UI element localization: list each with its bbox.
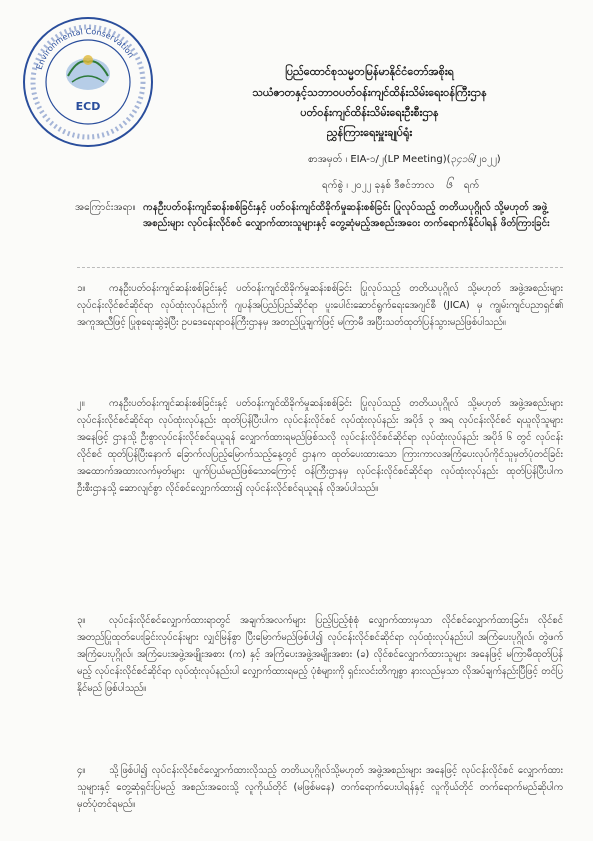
date-day: ၆	[445, 177, 453, 192]
header-department: ပတ်ဝန်းကျင်ထိန်းသိမ်းရေးဦးစီးဌာန	[300, 106, 439, 119]
subject-label: အကြောင်းအရာ။	[75, 202, 136, 213]
seal-center-text: ECD	[75, 100, 101, 113]
paragraph-4	[77, 762, 563, 832]
header-government: ပြည်ထောင်စုသမ္မတမြန်မာနိုင်ငံတော်အစိုးရ	[285, 65, 454, 78]
date-suffix: ရက်	[463, 180, 480, 191]
reference-value: ၊ EIA-၁/၂(LP Meeting)(	[345, 154, 451, 165]
paragraph-text: သို့ဖြစ်ပါ၍ လုပ်ငန်းလိုင်စင်လျှောက်ထားလိုသည့် တတိယပုဂ္ဂိုလ်သို့မဟုတ် အဖွဲ့အစည်းများ အနေဖြင့် လုပ်ငန်းလိုင်စင် လျှောက်ထားသူများနှင့် တွေ့ဆုံရှင်းပြမည့် အစည်းအဝေးသို့ လူကိုယ်တိုင် (မဖြစ်မနေ) တက်ရောက်ပေးပါရန်နှင့် လူကိုယ်တိုင် တက်ရောက်မည်ဆိုပါက မှတ်ပုံတင်ရမည်။	[77, 765, 563, 810]
ecd-seal	[20, 14, 156, 150]
paragraph-3	[77, 612, 563, 748]
reference-handwritten: ၃၄၁၆	[450, 154, 474, 165]
paragraph-text: ကနဦးပတ်ဝန်းကျင်ဆန်းစစ်ခြင်းနှင့် ပတ်ဝန်းကျင်ထိခိုက်မှုဆန်းစစ်ခြင်း ပြုလုပ်သည့် တတိယပုဂ္ဂိုလ် သို့မဟုတ် အဖွဲ့အစည်းများ လုပ်ငန်းလိုင်စင်ဆိုင်ရာ လုပ်ထုံးလုပ်နည်း ထုတ်ပြန်ပြီးပါက လုပ်ငန်းလိုင်စင် လုပ်ထုံးလုပ်နည်း အပိုဒ် ၃ အရ လုပ်ငန်းလိုင်စင် ရယူလိုသူများအနေဖြင့် ဌာနသို့ ဦးစွာလုပ်ငန်းလိုင်စင်ရယူရန် လျှောက်ထားရမည်ဖြစ်သလို လုပ်ငန်းလိုင်စင်ဆိုင်ရာ လုပ်ထုံးလုပ်နည်း အပိုဒ် ၆ တွင် လုပ်ငန်းလိုင်စင် ထုတ်ပြန်ပြီးနောက် ခြောက်လပြည့်မြောက်သည့်နေ့တွင် ဌာနက ထုတ်ပေးထားသော ကြားကာလအကြံပေးလုပ်ကိုင်သူမှတ်ပုံတင်ခြင်း အထောက်အထားလက်မှတ်များ ပျက်ပြယ်မည်ဖြစ်သောကြောင့် ဝန်ကြီးဌာနမှ လုပ်ငန်းလိုင်စင်ဆိုင်ရာ လုပ်ထုံးလုပ်နည်း ထုတ်ပြန်ပြီးပါက ဦးစီးဌာနသို့ ဆောလျင်စွာ လိုင်စင်လျှောက်ထား၍ လုပ်ငန်းလိုင်စင်ရယူရန် လိုအပ်ပါသည်။	[77, 398, 563, 494]
date-label: ရက်စွဲ	[322, 180, 344, 191]
header-ministry: သယံဇာတနှင့်သဘာဝပတ်ဝန်းကျင်ထိန်းသိမ်းရေးဝန်ကြီးဌာန	[252, 86, 487, 99]
paragraph-2	[77, 395, 563, 600]
reference-line	[308, 152, 501, 167]
paragraph-number: ၄။	[77, 765, 86, 776]
date-value: ၊ ၂၀၂၂ ခုနှစ် ဒီဇင်ဘာလ	[346, 180, 435, 191]
paragraph-text: လုပ်ငန်းလိုင်စင်လျှောက်ထားရာတွင် အချက်အလက်များ ပြည့်ပြည့်စုံစုံ လျှောက်ထားမှသာ လိုင်စင်လျှောက်ထားခြင်း၊ လိုင်စင်အတည်ပြုထုတ်ပေးခြင်းလုပ်ငန်းများ လျှင်မြန်စွာ ပြီးမြောက်မည်ဖြစ်ပါ၍ လုပ်ငန်းလိုင်စင်ဆိုင်ရာ လုပ်ထုံးလုပ်နည်းပါ အကြံပေးပုဂ္ဂိုလ်၊ တွဲဖက်အကြံပေးပုဂ္ဂိုလ်၊ အကြံပေးအဖွဲ့အဖျိုးအစား (က) နှင့် အကြံပေးအဖွဲ့အမျိုးအစား (ခ) လိုင်စင်လျှောက်ထားသူများ အနေဖြင့် မကြာမီထုတ်ပြန်မည့် လုပ်ငန်းလိုင်စင်ဆိုင်ရာ လုပ်ထုံးလုပ်နည်းပါ လျှောက်ထားရမည့် ပုံစံများကို ရှင်းလင်းတိကျစွာ နားလည်မှသာ လိုအပ်ချက်နည်းပြီဖြင့် တင်ပြနိုင်မည် ဖြစ်ပါသည်။	[77, 615, 563, 694]
subject-text: ကနဦးပတ်ဝန်းကျင်ဆန်းစစ်ခြင်းနှင့် ပတ်ဝန်းကျင်ထိခိုက်မှုဆန်းစစ်ခြင်း ပြုလုပ်သည့် တတိယပုဂ္ဂိုလ် သို့မဟုတ် အဖွဲ့အစည်းများ လုပ်ငန်းလိုင်စင် လျှောက်ထားသူများနှင့် တွေ့ဆုံမည့်အစည်းအဝေး တက်ရောက်နိုင်ပါရန် ဖိတ်ကြားခြင်း	[143, 202, 550, 229]
date-line	[322, 176, 479, 195]
paragraph-number: ၁။	[77, 283, 86, 294]
reference-suffix: /၂၀၂၂)	[473, 154, 501, 165]
paragraph-1	[77, 280, 563, 382]
divider	[77, 267, 563, 268]
header-office: ညွှန်ကြားရေးမှူးချုပ်ရုံး	[326, 126, 413, 139]
paragraph-number: ၂။	[77, 398, 85, 409]
paragraph-text: ကနဦးပတ်ဝန်းကျင်ဆန်းစစ်ခြင်းနှင့် ပတ်ဝန်းကျင်ထိခိုက်မှုဆန်းစစ်ခြင်း ပြုလုပ်သည့် တတိယပုဂ္ဂိုလ် သို့မဟုတ် အဖွဲ့အစည်းများ လုပ်ငန်းလိုင်စင်ဆိုင်ရာ လုပ်ထုံးလုပ်နည်းကို ဂျပန်အပြည်ပြည်ဆိုင်ရာ ပူးပေါင်းဆောင်ရွက်ရေးအေဂျင်စီ (JICA) မှ ကျွမ်းကျင်ပညာရှင်၏ အကူအညီဖြင့် ပြုစုရေးဆွဲခဲ့ပြီး ဥပဒေရေးရာဝန်ကြီးဌာနမှ အတည်ပြုချက်ဖြင့် မကြာမီ အပြီးသတ်ထုတ်ပြန်သွားမည်ဖြစ်ပါသည်။	[77, 283, 563, 328]
paragraph-number: ၃။	[77, 615, 86, 626]
reference-label: စာအမှတ်	[308, 154, 343, 165]
seal-arc-text: Environmental Conservation	[34, 26, 136, 71]
